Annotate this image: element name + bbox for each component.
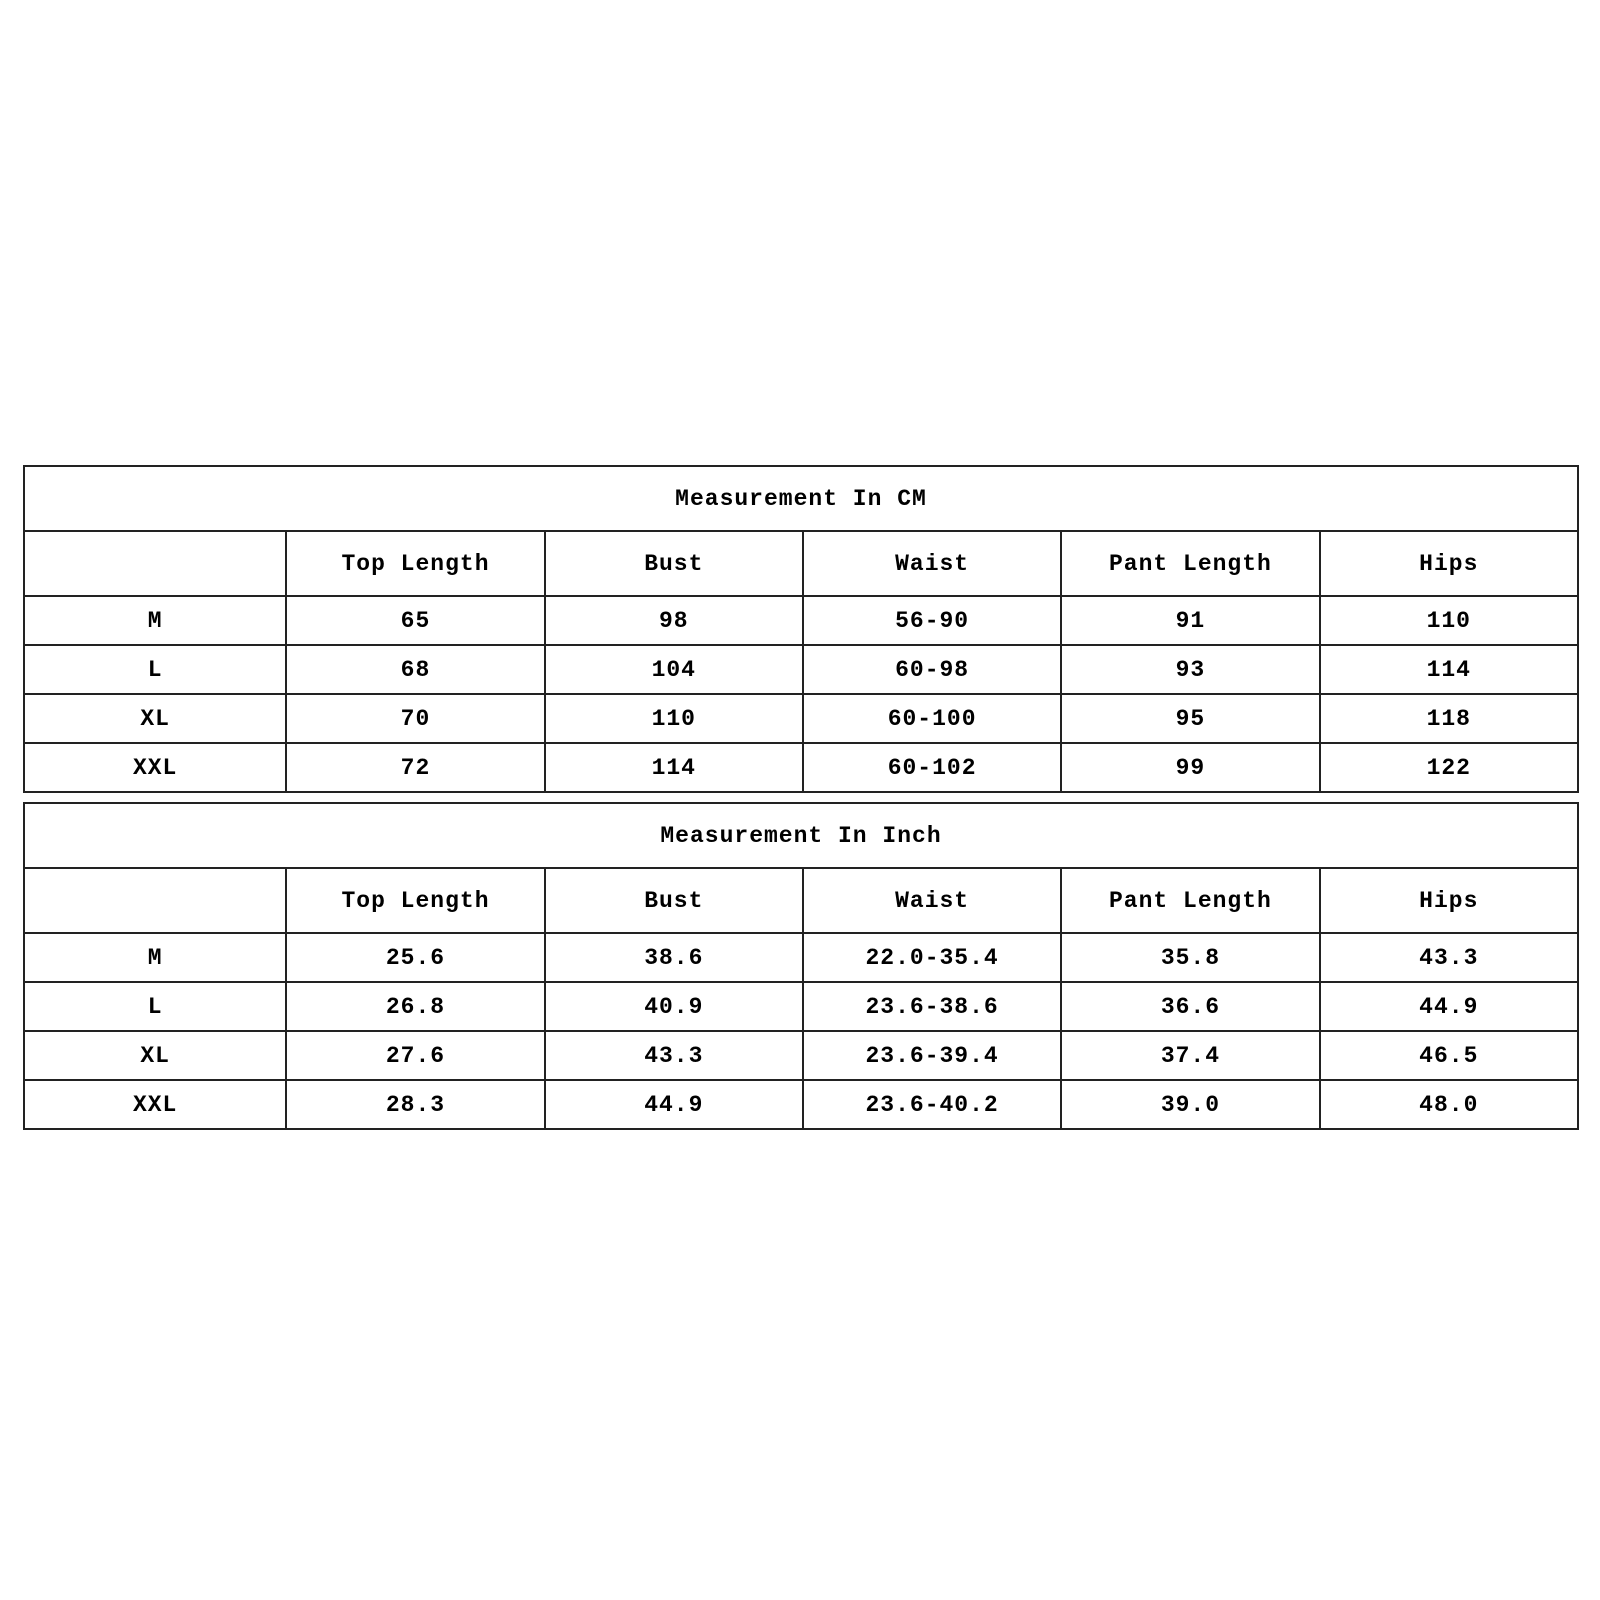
table-cell: 44.9 xyxy=(1320,982,1578,1031)
header-cell-waist: Waist xyxy=(803,531,1061,596)
table-cell: 68 xyxy=(286,645,544,694)
size-cell: XL xyxy=(24,1031,286,1080)
table-row xyxy=(24,1031,1578,1080)
table-cell: 60-98 xyxy=(803,645,1061,694)
header-cell-bust: Bust xyxy=(545,868,803,933)
table-cell: 43.3 xyxy=(1320,933,1578,982)
header-cell-hips: Hips xyxy=(1320,868,1578,933)
table-cell: 72 xyxy=(286,743,544,792)
table-cell: 110 xyxy=(1320,596,1578,645)
table-cell: 23.6-40.2 xyxy=(803,1080,1061,1129)
table-cell: 40.9 xyxy=(545,982,803,1031)
header-cell-waist: Waist xyxy=(803,868,1061,933)
table-row xyxy=(24,743,1578,792)
table-cell: 48.0 xyxy=(1320,1080,1578,1129)
header-cell-top-length: Top Length xyxy=(286,868,544,933)
table-title-row xyxy=(24,803,1578,868)
table-cell: 60-102 xyxy=(803,743,1061,792)
table-cell: 25.6 xyxy=(286,933,544,982)
size-cell: M xyxy=(24,933,286,982)
header-cell-empty xyxy=(24,868,286,933)
table-cell: 95 xyxy=(1061,694,1319,743)
table-cell: 39.0 xyxy=(1061,1080,1319,1129)
table-cell: 35.8 xyxy=(1061,933,1319,982)
table-cell: 122 xyxy=(1320,743,1578,792)
size-cell: XXL xyxy=(24,743,286,792)
table-cell: 27.6 xyxy=(286,1031,544,1080)
table-cell: 36.6 xyxy=(1061,982,1319,1031)
table-cell: 114 xyxy=(1320,645,1578,694)
size-table-inch xyxy=(23,802,1579,1130)
header-cell-pant-length: Pant Length xyxy=(1061,531,1319,596)
size-table-cm xyxy=(23,465,1579,793)
table-cell: 44.9 xyxy=(545,1080,803,1129)
header-cell-hips: Hips xyxy=(1320,531,1578,596)
table-cell: 98 xyxy=(545,596,803,645)
table-row xyxy=(24,1080,1578,1129)
table-cell: 46.5 xyxy=(1320,1031,1578,1080)
table-row xyxy=(24,694,1578,743)
table-cell: 104 xyxy=(545,645,803,694)
size-cell: XL xyxy=(24,694,286,743)
header-cell-pant-length: Pant Length xyxy=(1061,868,1319,933)
table-cell: 70 xyxy=(286,694,544,743)
table-cell: 37.4 xyxy=(1061,1031,1319,1080)
header-cell-top-length: Top Length xyxy=(286,531,544,596)
table-row xyxy=(24,933,1578,982)
table-row xyxy=(24,982,1578,1031)
table-title: Measurement In CM xyxy=(24,466,1578,531)
table-cell: 118 xyxy=(1320,694,1578,743)
table-cell: 38.6 xyxy=(545,933,803,982)
table-cell: 99 xyxy=(1061,743,1319,792)
table-cell: 28.3 xyxy=(286,1080,544,1129)
table-row xyxy=(24,645,1578,694)
table-cell: 43.3 xyxy=(545,1031,803,1080)
size-cell: L xyxy=(24,645,286,694)
table-cell: 114 xyxy=(545,743,803,792)
header-cell-empty xyxy=(24,531,286,596)
table-cell: 22.0-35.4 xyxy=(803,933,1061,982)
table-row xyxy=(24,596,1578,645)
table-cell: 60-100 xyxy=(803,694,1061,743)
table-title-row xyxy=(24,466,1578,531)
table-header-row xyxy=(24,868,1578,933)
table-title: Measurement In Inch xyxy=(24,803,1578,868)
table-header-row xyxy=(24,531,1578,596)
header-cell-bust: Bust xyxy=(545,531,803,596)
table-cell: 93 xyxy=(1061,645,1319,694)
table-cell: 110 xyxy=(545,694,803,743)
table-cell: 26.8 xyxy=(286,982,544,1031)
table-cell: 23.6-38.6 xyxy=(803,982,1061,1031)
size-cell: XXL xyxy=(24,1080,286,1129)
size-cell: L xyxy=(24,982,286,1031)
table-cell: 65 xyxy=(286,596,544,645)
table-cell: 23.6-39.4 xyxy=(803,1031,1061,1080)
table-cell: 56-90 xyxy=(803,596,1061,645)
table-cell: 91 xyxy=(1061,596,1319,645)
size-cell: M xyxy=(24,596,286,645)
